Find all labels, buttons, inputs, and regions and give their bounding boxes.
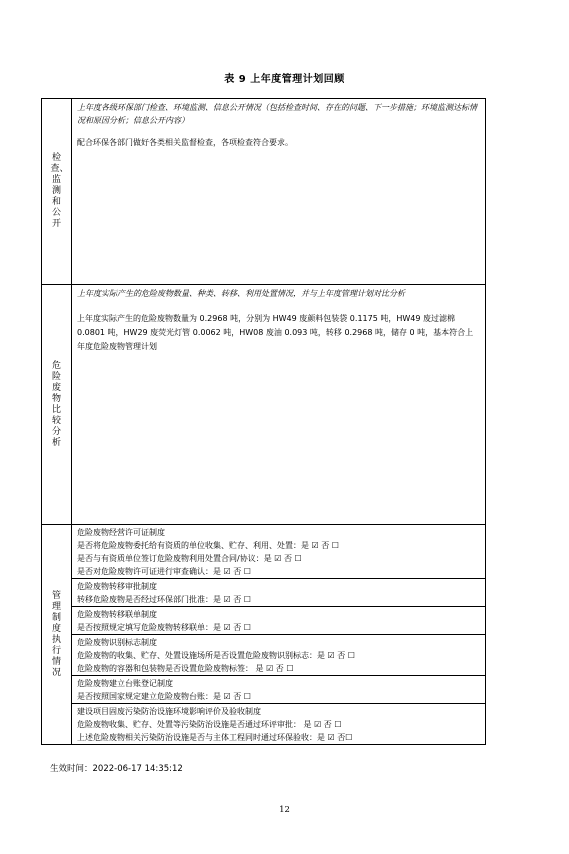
hazardous-content: 上年度实际产生的危险废物数量为 0.2968 吨，分别为 HW49 废颜料包装袋 0.1175 吨，HW49 废过滤棉 0.0801 吨，HW29 废荧光灯管 0.0062 吨，HW08 废油 0.093 吨，转移 0.2968 吨，储存 0 吨，基本符合上年度危险废物管理计划 bbox=[77, 314, 474, 351]
check-line: 是否与有资质单位签订危险废物利用处置合同/协议：是 ☑ 否 ☐ bbox=[77, 554, 302, 563]
check-line: 是否将危险废物委托给有资质的单位收集、贮存、利用、处置：是 ☑ 否 ☐ bbox=[77, 541, 339, 550]
hazardous-prompt: 上年度实际产生的危险废物数量、种类、转移、利用处置情况，并与上年度管理计划对比分析 bbox=[77, 289, 405, 298]
inspection-row bbox=[42, 99, 486, 285]
group-heading: 危险废物识别标志制度 bbox=[77, 638, 157, 647]
hazardous-label: 危险废物比较分析 bbox=[51, 360, 61, 448]
management-content-cell bbox=[72, 525, 486, 745]
check-line: 危险废物的容器和包装物是否设置危险废物标签： 是 ☑ 否 ☐ bbox=[77, 664, 294, 673]
management-label: 管理制度执行情况 bbox=[51, 590, 61, 678]
review-table bbox=[41, 98, 486, 745]
management-label-cell bbox=[42, 525, 72, 745]
management-group bbox=[72, 704, 485, 744]
management-group bbox=[72, 635, 485, 676]
hazardous-row bbox=[42, 285, 486, 525]
effective-time: 生效时间：2022-06-17 14:35:12 bbox=[50, 764, 183, 774]
management-row bbox=[42, 525, 486, 745]
inspection-label-cell bbox=[42, 99, 72, 285]
table-title: 表 9 上年度管理计划回顾 bbox=[224, 74, 345, 85]
management-group bbox=[72, 676, 485, 704]
check-line: 上述危险废物相关污染防治设施是否与主体工程同时通过环保验收：是 ☑ 否☐ bbox=[77, 733, 353, 742]
group-heading: 危险废物转移审批制度 bbox=[77, 582, 157, 591]
group-heading: 危险废物转移联单制度 bbox=[77, 610, 157, 619]
hazardous-content-cell bbox=[72, 285, 486, 525]
check-line: 危险废物收集、贮存、处置等污染防治设施是否通过环评审批： 是 ☑ 否 ☐ bbox=[77, 720, 342, 729]
group-heading: 危险废物建立台账登记制度 bbox=[77, 679, 173, 688]
hazardous-label-cell bbox=[42, 285, 72, 525]
inspection-label: 检查、监测和公开 bbox=[50, 153, 69, 229]
inspection-content: 配合环保各部门做好各类相关监督检查，各项检查符合要求。 bbox=[77, 138, 293, 147]
group-heading: 建设项目固废污染防治设施环境影响评价及验收制度 bbox=[77, 707, 261, 716]
group-heading: 危险废物经营许可证制度 bbox=[77, 528, 165, 537]
inspection-prompt: 上年度各级环保部门检查、环境监测、信息公开情况（包括检查时间、存在的问题、下一步措施；环境监测达标情况和原因分析；信息公开内容） bbox=[77, 103, 477, 125]
check-line: 危险废物的收集、贮存、处置设施场所是否设置危险废物识别标志：是 ☑ 否 ☐ bbox=[77, 651, 355, 660]
management-group bbox=[72, 579, 485, 607]
check-line: 是否按照规定填写危险废物转移联单：是 ☑ 否 ☐ bbox=[77, 623, 251, 632]
management-group bbox=[72, 525, 485, 579]
check-line: 是否按照国家规定建立危险废物台账：是 ☑ 否 ☐ bbox=[77, 692, 251, 701]
check-line: 转移危险废物是否经过环保部门批准：是 ☑ 否 ☐ bbox=[77, 595, 251, 604]
inspection-content-cell bbox=[72, 99, 486, 285]
page-number: 12 bbox=[279, 805, 290, 815]
check-line: 是否对危险废物许可证进行审查确认：是 ☑ 否 ☐ bbox=[77, 567, 251, 576]
management-group bbox=[72, 607, 485, 635]
